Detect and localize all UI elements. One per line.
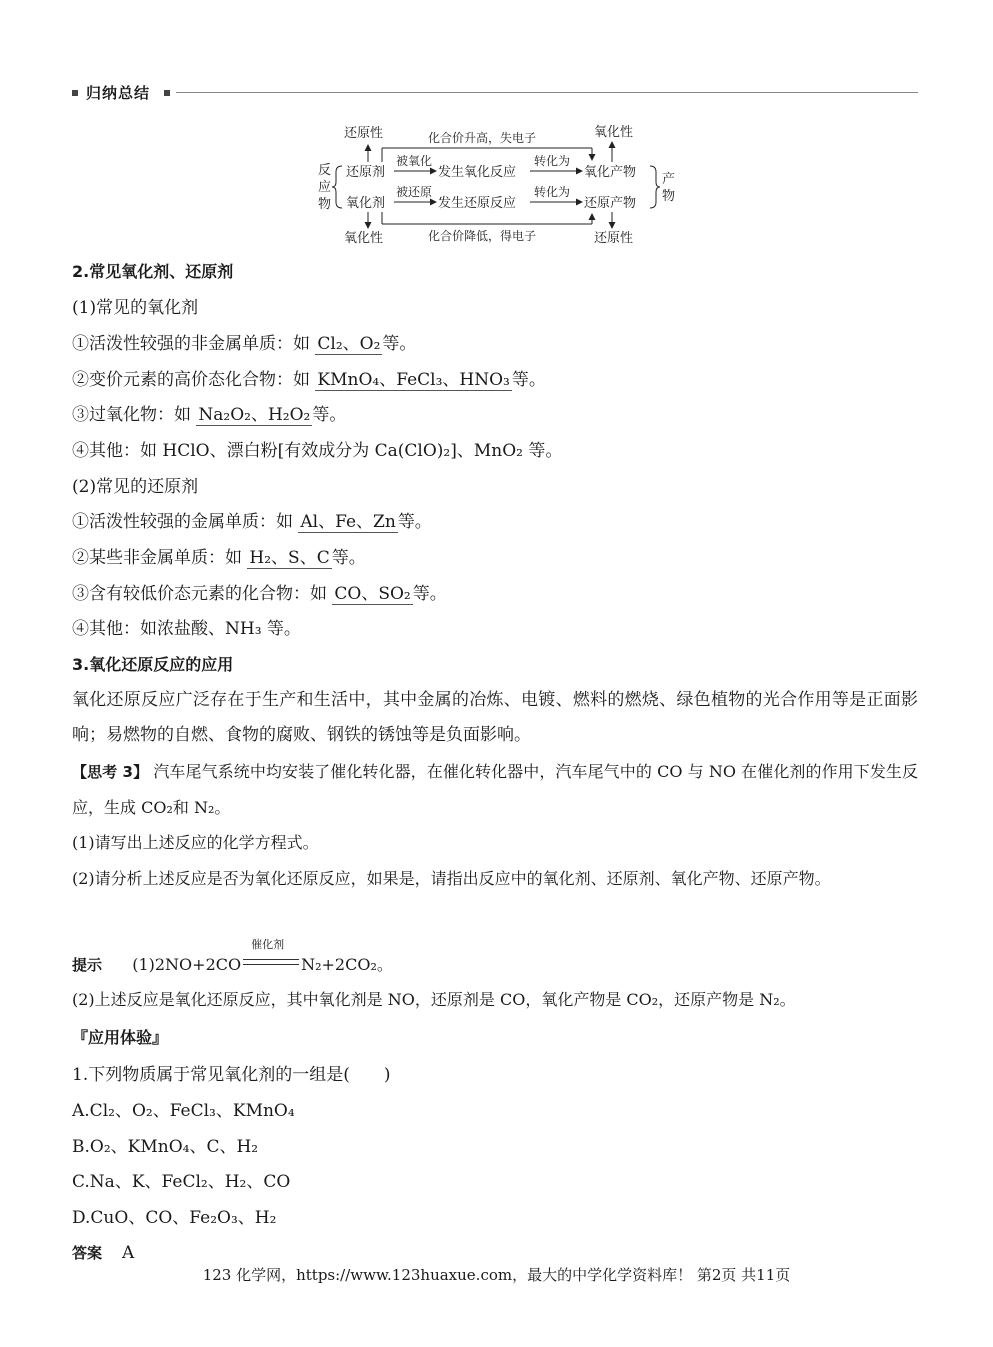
ox-item-3: ③过氧化物：如 Na₂O₂、H₂O₂ 等。 (72, 405, 347, 425)
answer-blank: Cl₂、O₂ (317, 334, 381, 354)
answer-label: 答案 (72, 1244, 103, 1262)
answer-blank: H₂、S、C (249, 548, 330, 568)
diagram-top-left: 还原性 (344, 126, 384, 141)
square-bullet-icon (164, 90, 170, 96)
diagram-convert-1: 转化为 (534, 154, 571, 168)
square-bullet-icon (72, 90, 78, 96)
think-q2: (2)请分析上述反应是否为氧化还原反应，如果是，请指出反应中的氧化剂、还原剂、氧化产物、还原产物。 (72, 869, 831, 888)
diagram-left-bracket-1: 反 (318, 163, 332, 178)
hint-answer-2: (2)上述反应是氧化还原反应，其中氧化剂是 NO，还原剂是 CO，氧化产物是 CO₂，还原产物是 N₂。 (72, 990, 796, 1009)
option-c: C.Na、K、FeCl₂、H₂、CO (72, 1172, 291, 1192)
red-item-2: ②某些非金属单质：如 H₂、S、C 等。 (72, 548, 366, 568)
answer-line (72, 1241, 134, 1265)
diagram-oxidized-by: 被氧化 (396, 154, 433, 168)
s2-heading: 2.常见氧化剂、还原剂 (72, 262, 234, 281)
diagram-ox-reaction: 发生氧化反应 (438, 165, 517, 180)
diagram-reducer: 还原剂 (346, 165, 386, 180)
diagram-right-bracket-1: 产 (662, 172, 676, 187)
red-item-4: ④其他：如浓盐酸、NH₃ 等。 (72, 619, 301, 639)
diagram-red-reaction: 发生还原反应 (438, 196, 517, 211)
red-item-1: ①活泼性较强的金属单质：如 Al、Fe、Zn 等。 (72, 512, 432, 532)
answer-value: A (122, 1243, 135, 1263)
ox-item-4: ④其他：如 HClO、漂白粉[有效成分为 Ca(ClO)₂]、MnO₂ 等。 (72, 441, 563, 461)
diagram-bottom-left: 氧化性 (344, 231, 384, 246)
option-b: B.O₂、KMnO₄、C、H₂ (72, 1137, 259, 1157)
diagram-reduced-by: 被还原 (396, 185, 433, 199)
diagram-oxidizer: 氧化剂 (346, 196, 386, 211)
answer-blank: CO、SO₂ (334, 584, 411, 604)
eq-condition: 催化剂 (251, 938, 285, 951)
section-header (72, 82, 918, 104)
section-rule (176, 92, 918, 93)
option-d: D.CuO、CO、Fe₂O₃、H₂ (72, 1208, 277, 1228)
ox-item-2: ②变价元素的高价态化合物：如 KMnO₄、FeCl₃、HNO₃ 等。 (72, 370, 546, 390)
option-a: A.Cl₂、O₂、FeCl₃、KMnO₄ (72, 1101, 295, 1121)
page-footer: 123 化学网，https://www.123huaxue.com，最大的中学化学资料库！ 第2页 共11页 (202, 1266, 791, 1284)
diagram-top-mid: 化合价升高，失电子 (428, 131, 537, 145)
diagram-bottom-right: 还原性 (594, 231, 634, 246)
diagram-bottom-mid: 化合价降低，得电子 (428, 229, 537, 243)
s3-body: 氧化还原反应广泛存在于生产和生活中，其中金属的冶炼、电镀、燃料的燃烧、绿色植物的光合作用等是正面影响；易燃物的自燃、食物的腐败、钢铁的锈蚀等是负面影响。 (72, 690, 918, 745)
diagram-red-product: 还原产物 (584, 196, 637, 211)
diagram-top-right: 氧化性 (594, 125, 634, 140)
think-body: 汽车尾气系统中均安装了催化转化器，在催化转化器中，汽车尾气中的 CO 与 NO 在催化剂的作用下发生反应，生成 CO₂和 N₂。 (72, 762, 918, 817)
eq-bar (243, 959, 299, 965)
answer-blank: Na₂O₂、H₂O₂ (198, 405, 311, 425)
red-item-3: ③含有较低价态元素的化合物：如 CO、SO₂ 等。 (72, 584, 447, 604)
think-label: 【思考 3】 (72, 763, 149, 781)
hint-label: 提示 (72, 956, 103, 974)
ox-item-1: ①活泼性较强的非金属单质：如 Cl₂、O₂ 等。 (72, 334, 417, 354)
diagram-left-bracket-2: 应 (318, 180, 332, 195)
diagram-ox-product: 氧化产物 (584, 165, 637, 180)
apply-heading: 『应用体验』 (72, 1028, 169, 1047)
ox-heading: (1)常见的氧化剂 (72, 298, 199, 318)
think-block (72, 754, 918, 825)
eq-right: N₂+2CO₂。 (301, 955, 393, 974)
think-q1: (1)请写出上述反应的化学方程式。 (72, 833, 319, 852)
hint-equation (72, 938, 393, 977)
diagram-left-bracket-3: 物 (318, 197, 332, 212)
diagram-right-bracket-2: 物 (662, 189, 676, 204)
red-heading: (2)常见的还原剂 (72, 477, 199, 497)
diagram-convert-2: 转化为 (534, 185, 571, 199)
section-title: 归纳总结 (86, 84, 151, 102)
answer-blank: Al、Fe、Zn (300, 512, 396, 532)
redox-diagram (312, 120, 684, 250)
s3-heading: 3.氧化还原反应的应用 (72, 655, 234, 674)
eq-left: (1)2NO+2CO (132, 955, 242, 974)
apply-question-1: 1.下列物质属于常见氧化剂的一组是( ) (72, 1065, 391, 1085)
answer-blank: KMnO₄、FeCl₃、HNO₃ (317, 370, 510, 390)
